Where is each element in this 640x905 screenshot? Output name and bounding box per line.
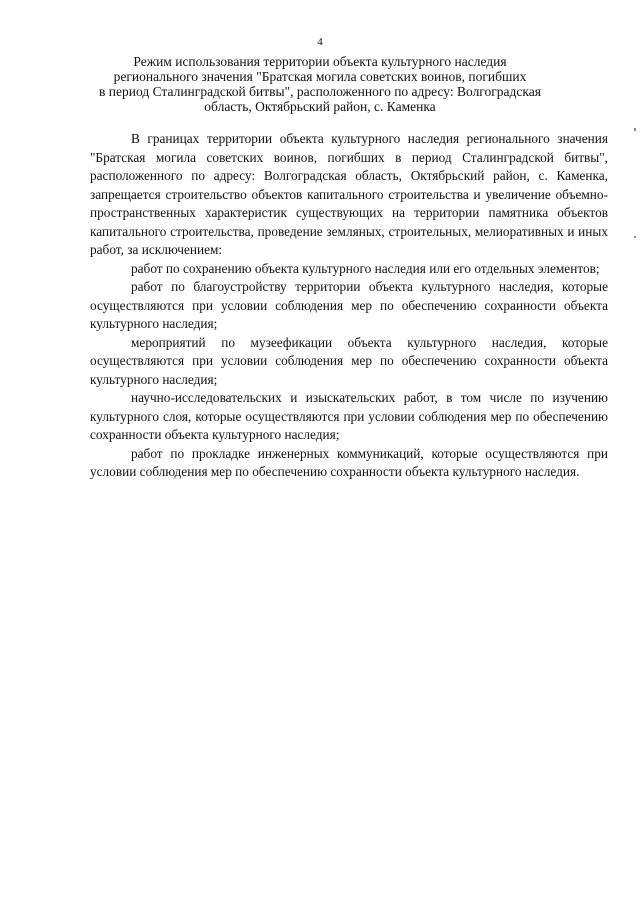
scan-edge-mark	[634, 236, 636, 238]
title-line: Режим использования территории объекта культурного наследия	[133, 54, 507, 69]
exception-item: мероприятий по музеефикации объекта культурного наследия, которые осуществляются при условии соблюдения мер по обеспечению сохранности объекта культурного наследия;	[90, 334, 608, 387]
exception-item: работ по прокладке инженерных коммуникаций, которые осуществляются при условии соблюдения мер по обеспечению сохранности объекта культурного наследия.	[90, 445, 608, 479]
title-line: регионального значения "Братская могила советских воинов, погибших	[113, 69, 527, 84]
title-line: область, Октябрьский район, с. Каменка	[204, 99, 436, 114]
exception-item: работ по сохранению объекта культурного наследия или его отдельных элементов;	[131, 260, 600, 276]
document-title	[90, 54, 550, 114]
exception-item: научно-исследовательских и изыскательских работ, в том числе по изучению культурного слоя, которые осуществляются при условии соблюдения мер по обеспечению сохранности объекта культурного наследия;	[90, 390, 608, 442]
page-number: 4	[317, 36, 323, 48]
exception-item: работ по благоустройству территории объекта культурного наследия, которые осуществляются при условии соблюдения мер по обеспечению сохранности объекта культурного наследия;	[90, 279, 608, 331]
intro-paragraph: В границах территории объекта культурного наследия регионального значения "Братская могила советских воинов, погибших в период Сталинградской битвы", расположенного по адресу: Волгоградская область, Октябрьский район, с. Каменка, запрещается строительство объектов капитального строительства и увеличение объемно-пространственных характеристик существующих на территории памятника объектов капитального строительства, проведение земляных, строительных, мелиоративных и иных работ, за исключением:	[90, 131, 608, 257]
document-body	[90, 130, 608, 482]
scan-edge-mark	[634, 128, 636, 131]
title-line: в период Сталинградской битвы", расположенного по адресу: Волгоградская	[99, 84, 541, 99]
